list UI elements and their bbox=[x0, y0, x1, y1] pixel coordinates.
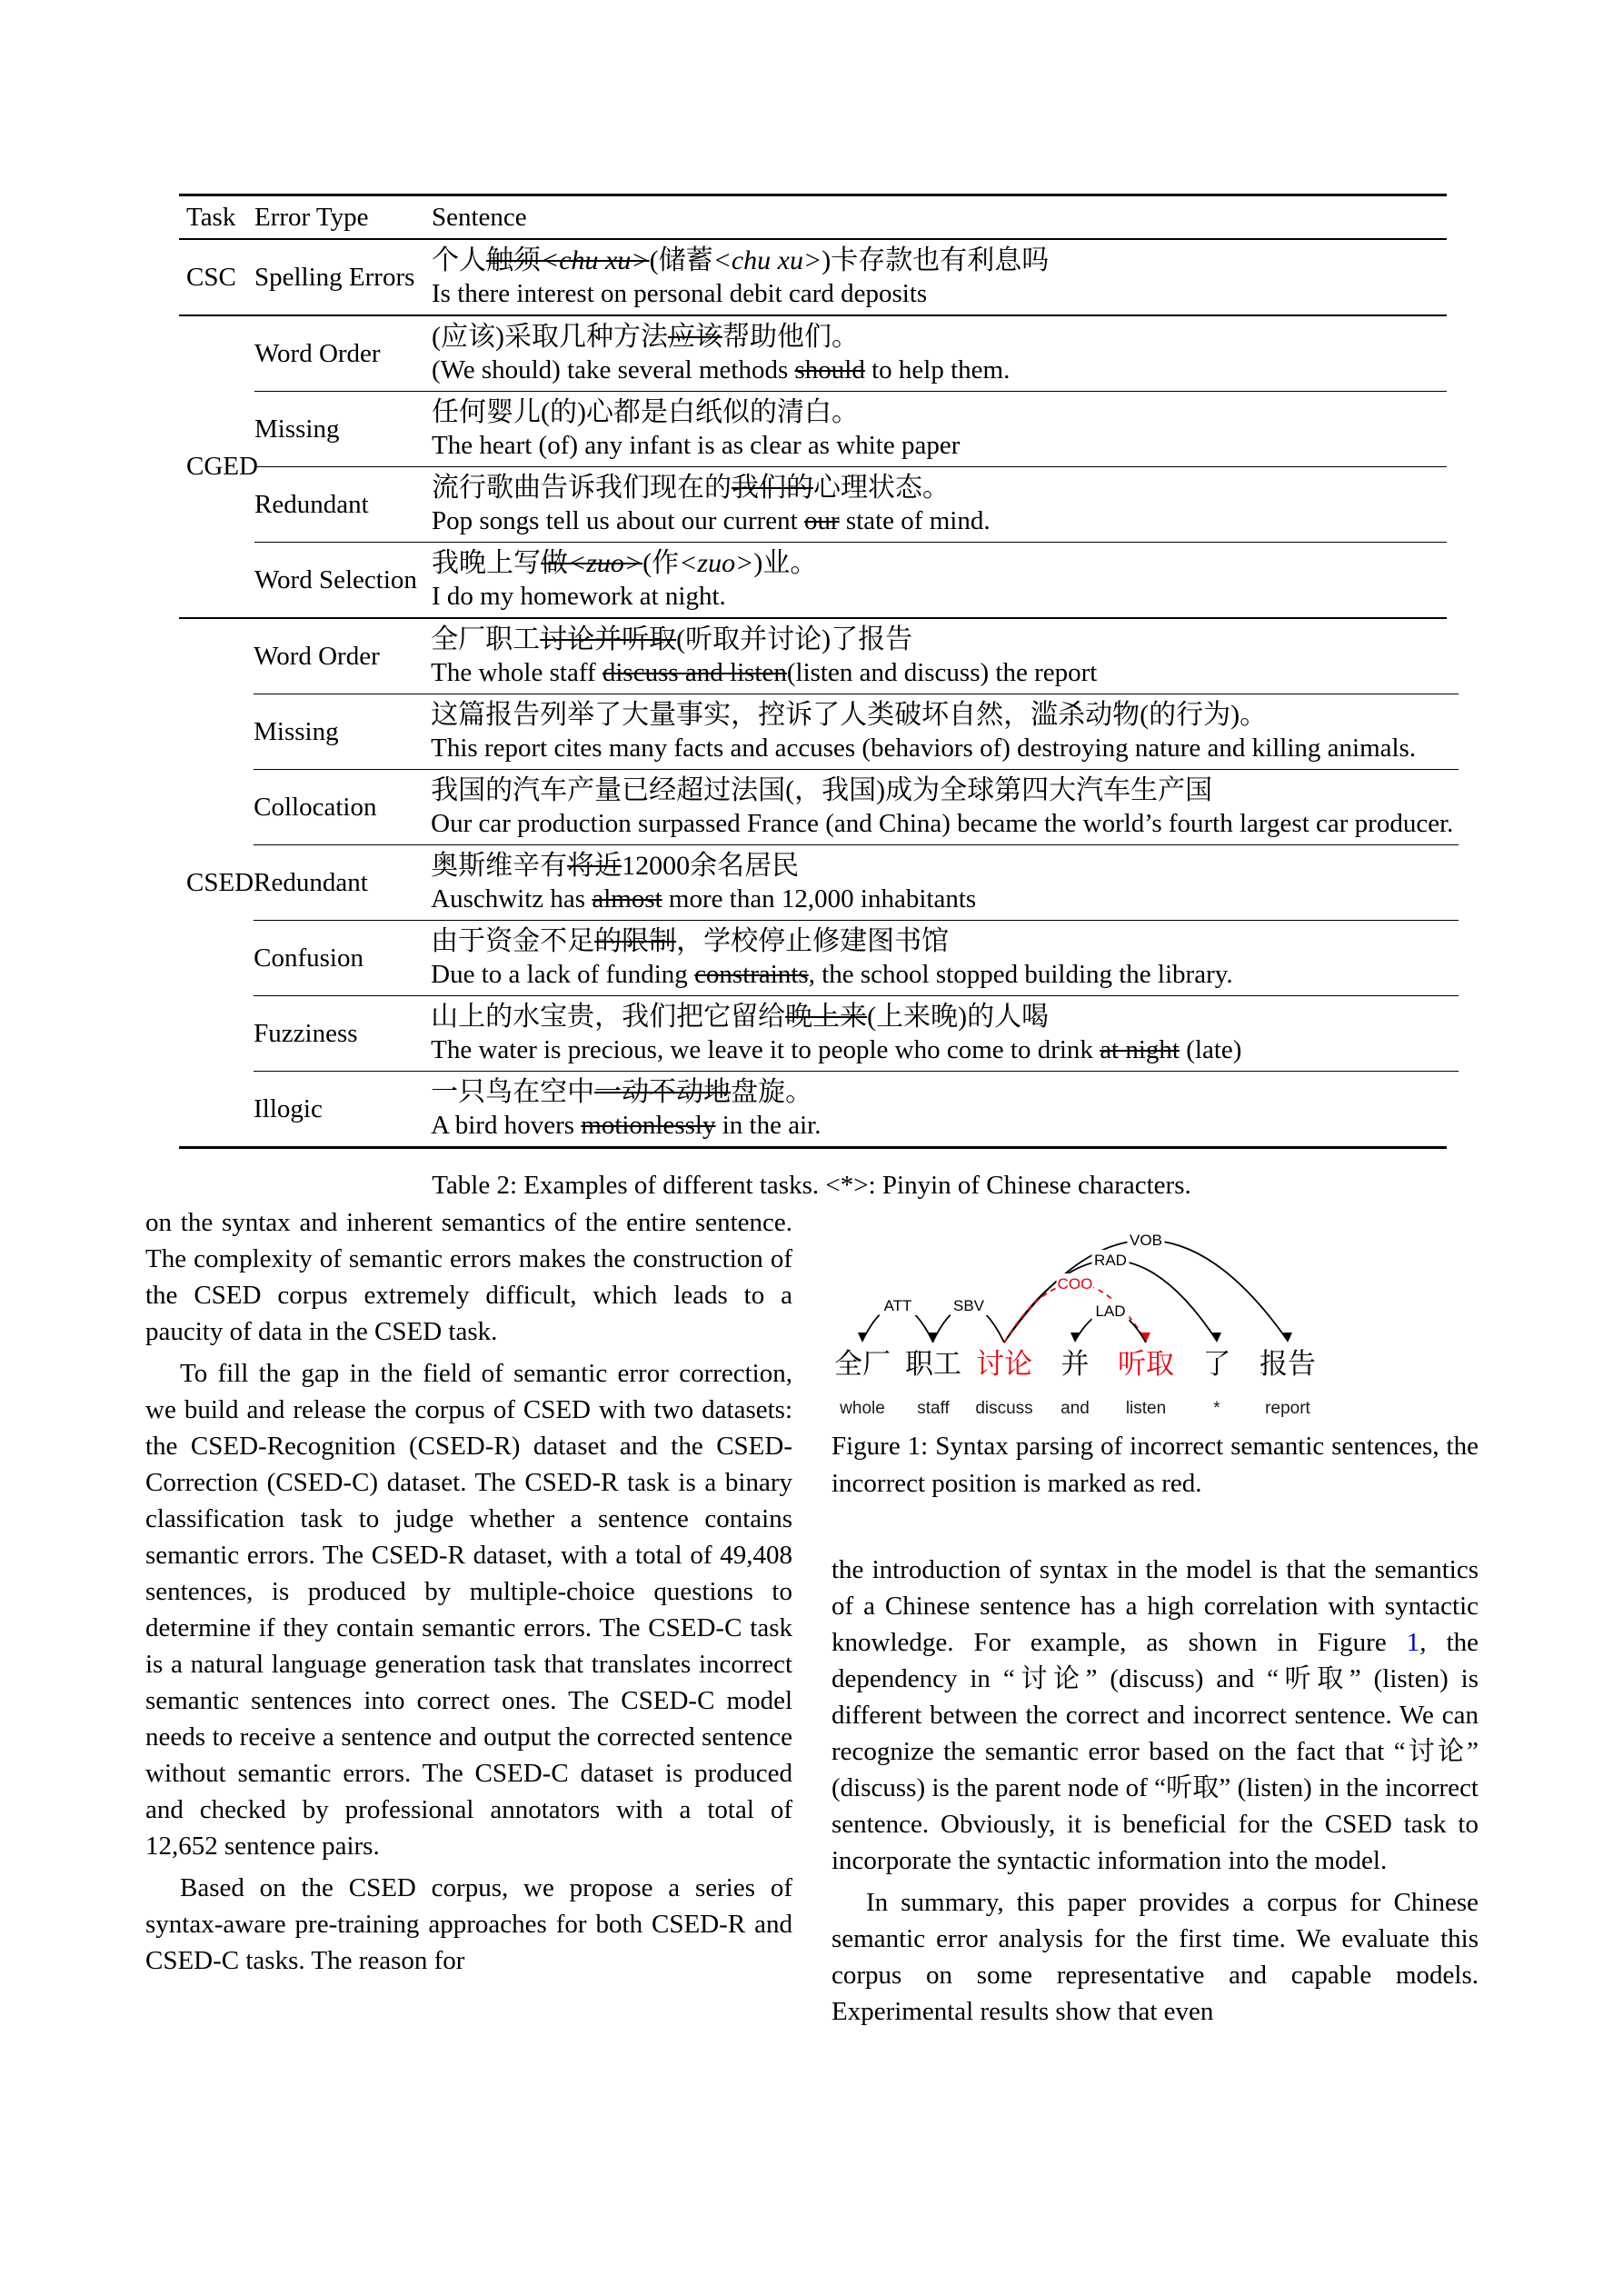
body-text: Based on the CSED corpus, we propose a series of syntax-aware pre-training approaches for both CSED-R and CSED-C tasks. The reason for bbox=[145, 1873, 792, 1975]
sentence-chinese bbox=[432, 395, 1441, 429]
body-paragraph bbox=[145, 1355, 792, 1864]
arc-label: ATT bbox=[883, 1297, 912, 1314]
table-row bbox=[254, 466, 1447, 542]
body-text: To fill the gap in the field of semantic error correction, we build and release the corpus of CSED with two datasets: the CSED-Recognition (CSED-R) dataset and the CSED-Correction (CSED-C) dataset. The CSED-R task is a binary classification task to judge whether a sentence contains semantic errors. The CSED-R dataset, with a total of 49,408 sentences, is produced by multiple-choice questions to determine if they contain semantic errors. The CSED-C task is a natural language generation task that translates incorrect semantic sentences into correct ones. The CSED-C model needs to receive a sentence and output the corrected sentence without semantic errors. The CSED-C dataset is produced and checked by professional annotators with a total of 12,652 sentence pairs. bbox=[145, 1359, 792, 1861]
zh-seg: 我国的汽车产量已经超过法国(，我国)成为全球第四大汽车生产国 bbox=[431, 775, 1213, 805]
body-paragraph bbox=[145, 1870, 792, 1979]
parse-gloss: listen bbox=[1125, 1399, 1167, 1418]
en-seg: Is there interest on personal debit card deposits bbox=[432, 279, 928, 308]
en-seg: Auschwitz has bbox=[431, 884, 592, 913]
zh-seg: (作 bbox=[642, 548, 680, 578]
arc-label: COO bbox=[1057, 1275, 1093, 1293]
syntax-parse-svg bbox=[833, 1204, 1324, 1421]
arc-label: LAD bbox=[1095, 1303, 1126, 1320]
table-row bbox=[254, 920, 1459, 995]
sentence-english bbox=[432, 580, 1441, 614]
en-seg: This report cites many facts and accuses (behaviors of) destroying nature and killing animals. bbox=[431, 734, 1417, 763]
zh-seg: 这篇报告列举了大量事实，控诉了人类破坏自然，滥杀动物(的行为)。 bbox=[431, 700, 1268, 730]
en-seg: our bbox=[803, 506, 840, 535]
zh-seg: (应该)采取几种方法 bbox=[432, 322, 668, 352]
parse-word: 全厂 bbox=[834, 1348, 891, 1380]
en-seg: The heart (of) any infant is as clear as white paper bbox=[432, 431, 961, 460]
table-row bbox=[254, 769, 1459, 844]
parse-word: 听取 bbox=[1118, 1348, 1174, 1380]
sentence-chinese bbox=[432, 320, 1441, 354]
sentence-english bbox=[431, 656, 1453, 690]
zh-seg: 山上的水宝贵，我们把它留给 bbox=[431, 1002, 786, 1032]
arc-label: RAD bbox=[1094, 1252, 1127, 1269]
zh-seg: 我晚上写 bbox=[432, 548, 541, 578]
parse-gloss: report bbox=[1265, 1399, 1310, 1418]
zh-seg: 将近 bbox=[567, 851, 622, 881]
parse-gloss: staff bbox=[917, 1399, 950, 1418]
table-row bbox=[254, 316, 1447, 391]
zh-seg: 的限制 bbox=[594, 926, 677, 956]
table-row bbox=[254, 240, 1447, 314]
en-seg: , the school stopped building the library. bbox=[808, 960, 1233, 989]
zh-seg: 全厂职工 bbox=[431, 624, 541, 654]
zh-seg: 应该 bbox=[667, 322, 722, 352]
table-row bbox=[254, 391, 1447, 466]
en-seg: The water is precious, we leave it to people who come to drink bbox=[431, 1035, 1100, 1064]
zh-seg: (储蓄 bbox=[649, 245, 713, 275]
en-seg: Due to a lack of funding bbox=[431, 960, 695, 989]
zh-seg: 一只鸟在空中 bbox=[431, 1077, 595, 1107]
zh-seg: 心理状态。 bbox=[813, 473, 950, 503]
sentence-chinese bbox=[431, 1075, 1453, 1109]
parse-gloss: whole bbox=[840, 1399, 885, 1418]
en-seg: The whole staff bbox=[431, 658, 602, 687]
arc-label: VOB bbox=[1130, 1232, 1162, 1249]
sentence-chinese bbox=[431, 698, 1453, 732]
arc-arrowhead bbox=[1212, 1333, 1221, 1343]
zh-seg: 奥斯维辛有 bbox=[431, 851, 568, 881]
sentence-english bbox=[431, 1033, 1453, 1067]
body-paragraph bbox=[831, 1884, 1479, 2030]
parse-word: 并 bbox=[1060, 1348, 1090, 1380]
en-seg: at night bbox=[1100, 1035, 1180, 1064]
sentence-chinese bbox=[431, 1000, 1453, 1033]
en-seg: I do my homework at night. bbox=[432, 582, 726, 611]
en-seg: (We should) take several methods bbox=[432, 355, 795, 384]
sentence-cell bbox=[432, 240, 1447, 314]
body-text: In summary, this paper provides a corpus for Chinese semantic error analysis for the first time. We evaluate this corpus on some representative and capable models. Experimental results show that even bbox=[831, 1888, 1479, 2026]
error-type-label: Word Order bbox=[254, 641, 380, 671]
figure-caption: Figure 1: Syntax parsing of incorrect semantic sentences, the incorrect position is marked as red. bbox=[831, 1432, 1479, 1498]
error-type-label: Fuzziness bbox=[254, 1018, 358, 1048]
parse-gloss: discuss bbox=[975, 1399, 1033, 1418]
table-header-error-type: Error Type bbox=[254, 203, 369, 232]
sentence-english bbox=[432, 504, 1441, 538]
sentence-cell bbox=[432, 467, 1447, 542]
sentence-english bbox=[432, 277, 1441, 311]
sentence-chinese bbox=[431, 623, 1453, 656]
error-type-label: Spelling Errors bbox=[254, 262, 415, 292]
sentence-cell bbox=[432, 543, 1447, 617]
error-type-label: Missing bbox=[254, 716, 339, 746]
sentence-english bbox=[432, 429, 1441, 463]
zh-seg: 一动不动地 bbox=[594, 1077, 732, 1107]
zh-seg: 盘旋。 bbox=[731, 1077, 813, 1107]
sentence-cell bbox=[432, 316, 1447, 391]
dependency-parse-figure bbox=[833, 1204, 1479, 1421]
en-seg: to help them. bbox=[864, 355, 1011, 384]
sentence-english bbox=[431, 958, 1453, 992]
zh-seg: )业。 bbox=[753, 548, 818, 578]
arc-label: SBV bbox=[952, 1297, 985, 1314]
zh-seg: <zuo> bbox=[568, 548, 643, 578]
sentence-english bbox=[431, 732, 1453, 765]
sentence-chinese bbox=[432, 546, 1441, 580]
figure-1-link[interactable]: 1 bbox=[1406, 1628, 1420, 1657]
table-header-sentence: Sentence bbox=[432, 203, 527, 232]
en-seg: (listen and discuss) the report bbox=[786, 658, 1098, 687]
sentence-cell bbox=[431, 996, 1459, 1071]
en-seg: A bird hovers bbox=[431, 1111, 582, 1140]
zh-seg: 任何婴儿(的)心都是白纸似的清白。 bbox=[432, 397, 859, 427]
task-group bbox=[179, 617, 1454, 1146]
en-seg: more than 12,000 inhabitants bbox=[662, 884, 977, 913]
task-label: CSED bbox=[186, 867, 254, 897]
zh-seg: 讨论并听取 bbox=[540, 624, 677, 654]
parse-word: 了 bbox=[1202, 1348, 1231, 1380]
zh-seg: ，学校停止修建图书馆 bbox=[676, 926, 950, 956]
sentence-chinese bbox=[431, 849, 1453, 883]
en-seg: motionlessly bbox=[581, 1111, 716, 1140]
error-type-label: Word Selection bbox=[254, 564, 417, 594]
body-paragraph bbox=[145, 1204, 792, 1350]
sentence-chinese bbox=[432, 471, 1441, 504]
error-type-label: Missing bbox=[254, 414, 340, 444]
zh-seg: 12000余名居民 bbox=[622, 851, 800, 881]
zh-seg: 我们的 bbox=[732, 473, 813, 503]
zh-seg: <chu xu> bbox=[541, 245, 650, 275]
sentence-cell bbox=[431, 770, 1459, 844]
left-text-column bbox=[145, 1204, 792, 1984]
parse-word: 职工 bbox=[905, 1348, 961, 1380]
en-seg: Pop songs tell us about our current bbox=[432, 506, 804, 535]
zh-seg: (听取并讨论)了报告 bbox=[676, 624, 913, 654]
sentence-chinese bbox=[431, 774, 1453, 807]
zh-seg: 晚上来 bbox=[785, 1002, 868, 1032]
sentence-cell bbox=[431, 921, 1459, 995]
task-label: CGED bbox=[186, 452, 258, 481]
error-type-label: Word Order bbox=[254, 338, 381, 368]
zh-seg: 流行歌曲告诉我们现在的 bbox=[432, 473, 732, 503]
zh-seg: 个人 bbox=[432, 245, 486, 275]
zh-seg: 帮助他们。 bbox=[722, 322, 859, 352]
task-group-rows bbox=[254, 316, 1447, 617]
table-row bbox=[254, 694, 1459, 769]
error-type-label: Confusion bbox=[254, 943, 363, 973]
table-row bbox=[254, 1071, 1459, 1146]
sentence-english bbox=[431, 883, 1453, 916]
task-group bbox=[179, 240, 1447, 314]
table-header-row bbox=[179, 196, 1447, 240]
sentence-cell bbox=[431, 1072, 1459, 1146]
zh-seg: )卡存款也有利息吗 bbox=[821, 245, 1050, 275]
en-seg: Our car production surpassed France (and China) became the world’s fourth largest car producer. bbox=[431, 809, 1454, 838]
table-caption: Table 2: Examples of different tasks. <*>: Pinyin of Chinese characters. bbox=[432, 1171, 1191, 1200]
en-seg: almost bbox=[592, 884, 662, 913]
sentence-cell bbox=[431, 845, 1459, 920]
error-type-label: Illogic bbox=[254, 1093, 323, 1123]
dependency-arc-vob bbox=[1004, 1240, 1288, 1343]
en-seg: (late) bbox=[1179, 1035, 1242, 1064]
en-seg: state of mind. bbox=[839, 506, 991, 535]
right-paragraphs bbox=[831, 1552, 1479, 2030]
en-seg: constraints bbox=[694, 960, 809, 989]
parse-word: 报告 bbox=[1260, 1348, 1316, 1380]
right-text-column bbox=[831, 1204, 1479, 2035]
error-type-label: Collocation bbox=[254, 792, 377, 822]
sentence-chinese bbox=[431, 924, 1453, 958]
table-row bbox=[254, 844, 1459, 920]
table-row bbox=[254, 995, 1459, 1071]
sentence-english bbox=[432, 354, 1441, 387]
sentence-english bbox=[431, 1109, 1453, 1143]
sentence-cell bbox=[431, 694, 1459, 769]
zh-seg: <chu xu> bbox=[712, 245, 822, 275]
error-type-label: Redundant bbox=[254, 489, 369, 519]
sentence-english bbox=[431, 807, 1453, 841]
task-group-rows bbox=[254, 619, 1459, 1146]
zh-seg: 触须 bbox=[486, 245, 541, 275]
en-seg: in the air. bbox=[715, 1111, 821, 1140]
arc-arrowhead bbox=[1070, 1333, 1080, 1343]
sentence-chinese bbox=[432, 244, 1441, 277]
parse-gloss: * bbox=[1213, 1399, 1220, 1418]
parse-word: 讨论 bbox=[976, 1348, 1032, 1380]
body-text: , the dependency in “讨论” (discuss) and “听取” (listen) is different between the correct and incorrect sentence. We can recognize the semantic error based on the fact that “讨论” (discuss) is the parent node of “听取” (listen) in the incorrect sentence. Obviously, it is beneficial for the CSED task to incorporate the syntactic information into the model. bbox=[831, 1628, 1479, 1875]
table-body bbox=[179, 240, 1454, 1146]
table-row bbox=[254, 542, 1447, 617]
error-type-label: Redundant bbox=[254, 867, 368, 897]
en-seg: discuss and listen bbox=[602, 658, 787, 687]
task-group-rows bbox=[254, 240, 1447, 314]
table-row bbox=[254, 619, 1459, 694]
table-header-task: Task bbox=[186, 203, 236, 232]
examples-table bbox=[179, 194, 1454, 1149]
body-text: the introduction of syntax in the model is that the semantics of a Chinese sentence has a high correlation with syntactic knowledge. For example, as shown in Figure bbox=[831, 1555, 1479, 1657]
zh-seg: 由于资金不足 bbox=[431, 926, 595, 956]
sentence-cell bbox=[432, 392, 1447, 466]
body-text: on the syntax and inherent semantics of the entire sentence. The complexity of semantic errors makes the construction of the CSED corpus extremely difficult, which leads to a paucity of data in the CSED task. bbox=[145, 1208, 792, 1346]
zh-seg: 做 bbox=[541, 548, 568, 578]
zh-seg: <zuo> bbox=[679, 548, 754, 578]
task-label: CSC bbox=[186, 262, 236, 292]
zh-seg: (上来晚)的人喝 bbox=[867, 1002, 1050, 1032]
parse-gloss: and bbox=[1060, 1399, 1090, 1418]
body-paragraph bbox=[831, 1552, 1479, 1879]
task-group bbox=[179, 314, 1447, 617]
en-seg: should bbox=[794, 355, 865, 384]
sentence-cell bbox=[431, 619, 1459, 694]
arc-arrowhead bbox=[858, 1333, 867, 1343]
